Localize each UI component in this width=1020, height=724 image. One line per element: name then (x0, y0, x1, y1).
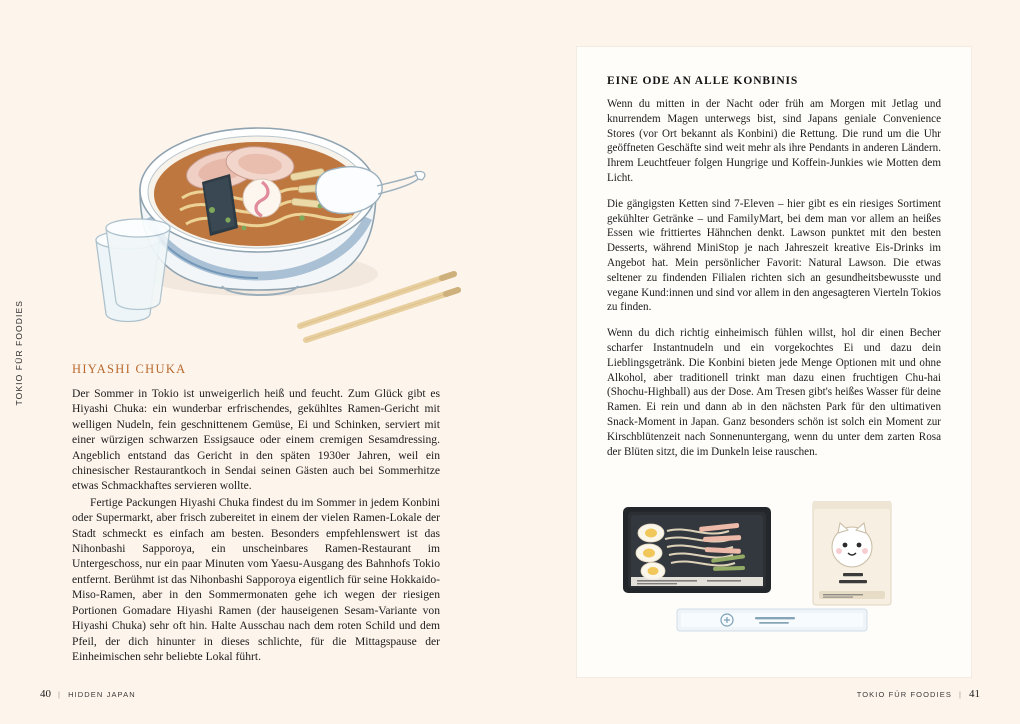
konbini-food-photo (607, 501, 941, 641)
folio-number: 41 (969, 688, 980, 700)
left-page-body (72, 362, 440, 664)
footer-separator: | (958, 689, 962, 699)
body-paragraph: Der Sommer in Tokio ist unweigerlich heiß und feucht. Zum Glück gibt es Hiyashi Chuka: ein wunderbar erfrischendes, gekühltes Ramen-Gericht mit welligen Nudeln, fein geschnittenem Gemüse, Ei und Schinken, serviert mit einer würzigen schwarzen Essigsauce oder einem cremigen Sesamdressing. Angeblich entstand das Gericht in den späten 1930er Jahren, weil ein chinesischer Restaurantkoch in Sendai seinen Gästen auch bei Sommerhitze etwas Schmackhaftes servieren wollte. (72, 387, 440, 493)
folio-number: 40 (40, 688, 51, 700)
sidebar-card (577, 47, 971, 677)
ramen-bowl-illustration (62, 78, 462, 348)
right-page-footer (857, 688, 980, 700)
page-title: HIYASHI CHUKA (72, 362, 187, 376)
left-page-footer (40, 688, 136, 700)
right-page (510, 0, 1020, 724)
card-paragraph: Wenn du mitten in der Nacht oder früh am Morgen mit Jetlag und knurrendem Magen unterwegs bist, sind Japans geniale Convenience Stores (vor Ort bekannt als Konbini) die Rettung. Die rund um die Uhr geöffneten Geschäfte sind weit mehr als ihre Pendants in anderen Ländern. Ihrem Leuchtfeuer folgen Hungrige und Koffein-Junkies wie Motten dem Licht. (607, 98, 941, 184)
running-head: HIDDEN JAPAN (68, 689, 136, 699)
card-paragraph: Die gängigsten Ketten sind 7-Eleven – hier gibt es ein riesiges Sortiment gekühlter Getränke – und FamilyMart, bei dem man vor allem an heißes Essen wie frittiertes Hähnchen denkt. Lawson punktet mit den besten Desserts, während MiniStop je nach Jahreszeit kreative Eis-Drinks im Angebot hat. Mein persönlicher Favorit: Natural Lawson. Die etwas seltener zu findenden Filialen richten sich an gesundheitsbewusste und vegane Kund:innen und sind vor allem in den angesagteren Vierteln Tokios zu finden. (607, 197, 941, 314)
card-title: EINE ODE AN ALLE KONBINIS (607, 75, 799, 87)
card-paragraph: Wenn du dich richtig einheimisch fühlen willst, hol dir einen Becher scharfer Instantnudeln und ein vorgekochtes Ei und dazu dein Lieblingsgetränk. Die Konbini bieten jede Menge Optionen mit und ohne Alkohol, aber traditionell trinkt man dazu einen fruchtigen Chu-hai (Shochu-Highball) aus der Dose. Am Tresen gibt's heißes Wasser für deine Ramen. Ei rein und dann ab in den nächsten Park für den ultimativen Snack-Moment in Japan. Ganz besonders schön ist solch ein Moment zur Kirschblütenzeit nach Sonnenuntergang, wenn du unter dem zarten Rosa der Blüten sitzt, die im Dunkeln leise rauschen. (607, 327, 941, 458)
vertical-chapter-tab: TOKIO FÜR FOODIES (14, 300, 24, 406)
running-head: TOKIO FÜR FOODIES (856, 689, 952, 699)
body-paragraph: Fertige Packungen Hiyashi Chuka findest du im Sommer in jedem Konbini oder Supermarkt, aber frisch zubereitet in einem der vielen Ramen-Lokale der Stadt schmeckt es einfach am besten. Besonders empfehlenswert ist das Nihonbashi Sapporoya, ein unscheinbares Ramen-Restaurant im Untergeschoss, nur ein paar Minuten vom Yaesu-Ausgang des Bahnhofs Tokio entfernt. Berühmt ist das Nihonbashi Sapporoya eigentlich für seine Hokkaido-Miso-Ramen, aber in den Sommermonaten gehe ich wegen der riesigen Portionen Gomadare Hiyashi Ramen (der hauseigenen Sesam-Variante von Hiyashi Chuka) sehr oft hin. Halte Ausschau nach dem roten Schild und dem Pfeil, der dich hinunter in dieses schlichte, für die Mittagspause der Einheimischen sehr beliebte Lokal führt. (72, 495, 440, 663)
footer-separator: | (58, 689, 62, 699)
